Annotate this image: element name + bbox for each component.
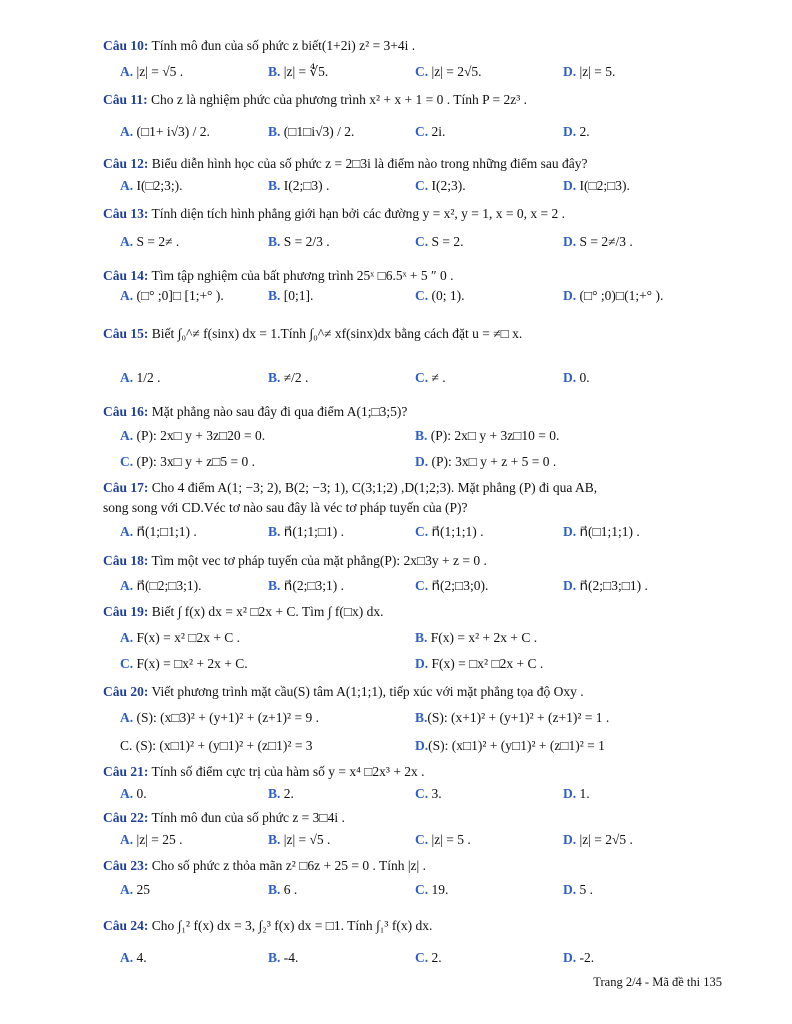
text-span: D. (563, 786, 577, 801)
answer-20-d (415, 738, 605, 754)
answer-17-b (268, 524, 344, 540)
text-span: B. (268, 786, 281, 801)
answer-21-d (563, 786, 590, 802)
text-span: D. (415, 738, 429, 753)
text-span: (P): 3x□ y + z + 5 = 0 . (428, 454, 557, 469)
text-span: song song với CD.Véc tơ nào sau đây là véc tơ pháp tuyến của (P)? (103, 500, 468, 515)
answer-15-a (120, 370, 161, 386)
answer-19-c (120, 656, 248, 672)
text-span: A. (120, 710, 134, 725)
text-span: Câu 12: (103, 156, 149, 171)
text-span: Câu 24: (103, 918, 149, 933)
text-span: |z| = 2√5. (428, 64, 482, 79)
text-span: (□° ;0)□(1;+° ). (576, 288, 664, 303)
answer-17-a (120, 524, 197, 540)
text-span: 1/2 . (133, 370, 161, 385)
text-span: n⃗(□1;1;1) . (576, 524, 640, 539)
text-span: D. (563, 234, 577, 249)
text-span: C. (415, 124, 429, 139)
answer-15-c (415, 370, 446, 386)
answer-21-b (268, 786, 294, 802)
answer-23-c (415, 882, 448, 898)
text-span: A. (120, 178, 134, 193)
text-span: |z| = 5 . (428, 832, 471, 847)
text-span: C. (415, 288, 429, 303)
text-span: Câu 21: (103, 764, 149, 779)
text-span: A. (120, 832, 134, 847)
text-span: B. (268, 578, 281, 593)
text-span: C. (415, 786, 429, 801)
question-12 (103, 156, 743, 172)
text-span: (P): 3x□ y + z□5 = 0 . (133, 454, 256, 469)
text-span: A. (120, 524, 134, 539)
text-span: D. (563, 288, 577, 303)
text-span: Tính mô đun của số phức z = 3□4i . (148, 810, 345, 825)
text-span: A. (120, 428, 134, 443)
text-span: D. (563, 178, 577, 193)
text-span: Câu 18: (103, 553, 149, 568)
text-span: Câu 14: (103, 268, 149, 283)
text-span: D. (563, 578, 577, 593)
text-span: |z| = 5. (576, 64, 616, 79)
text-span: n⃗(2;□3;□1) . (576, 578, 648, 593)
answer-20-a (120, 710, 319, 726)
text-span: |z| = √5 . (280, 832, 331, 847)
answer-24-b (268, 950, 298, 966)
answer-11-a (120, 124, 210, 140)
text-span: 2i. (428, 124, 446, 139)
answer-14-c (415, 288, 465, 304)
text-span: Cho z là nghiệm phức của phương trình x² + x + 1 = 0 . Tính P = 2z³ . (147, 92, 528, 107)
text-span: S = 2/3 . (280, 234, 330, 249)
text-span: Câu 13: (103, 206, 149, 221)
text-span: n⃗(2;□3;0). (428, 578, 489, 593)
text-span: C. (415, 234, 429, 249)
text-span: B. (268, 950, 281, 965)
answer-23-d (563, 882, 593, 898)
answer-20-c (120, 738, 313, 754)
text-span: B. (268, 524, 281, 539)
answer-12-d (563, 178, 630, 194)
text-span: C. (415, 832, 429, 847)
question-16 (103, 404, 743, 420)
text-span: F(x) = x² □2x + C . (133, 630, 241, 645)
text-span: S = 2. (428, 234, 464, 249)
answer-13-c (415, 234, 464, 250)
answer-16-b (415, 428, 559, 444)
text-span: A. (120, 370, 134, 385)
text-span: A. (120, 882, 134, 897)
text-span: D. (415, 454, 429, 469)
answer-21-a (120, 786, 147, 802)
text-span: (□1□i√3) / 2. (280, 124, 355, 139)
answer-24-a (120, 950, 147, 966)
text-span: 0. (133, 786, 147, 801)
answer-22-c (415, 832, 471, 848)
answer-15-b (268, 370, 308, 386)
answer-14-d (563, 288, 663, 304)
text-span: |z| = √5 . (133, 64, 184, 79)
answer-18-d (563, 578, 648, 594)
text-span: C. (415, 64, 429, 79)
text-span: D. (563, 882, 577, 897)
text-span: Mặt phẳng nào sau đây đi qua điểm A(1;□3;5)? (148, 404, 408, 419)
text-span: D. (415, 656, 429, 671)
question-18 (103, 553, 743, 569)
answer-11-d (563, 124, 590, 140)
text-span: D. (563, 124, 577, 139)
text-span: A. (120, 950, 134, 965)
text-span: n⃗(1;1;1) . (428, 524, 484, 539)
text-span: n⃗(□2;□3;1). (133, 578, 202, 593)
text-span: C. (120, 656, 134, 671)
question-11 (103, 92, 743, 108)
text-span: C. (120, 738, 133, 753)
text-span: A. (120, 234, 134, 249)
text-span: C. (415, 370, 429, 385)
answer-19-a (120, 630, 240, 646)
text-span: A. (120, 288, 134, 303)
question-17 (103, 480, 743, 496)
answer-14-b (268, 288, 313, 304)
text-span: -2. (576, 950, 595, 965)
page-footer: Trang 2/4 - Mã đề thi 135 (593, 975, 722, 989)
question-10 (103, 38, 743, 54)
answer-14-a (120, 288, 224, 304)
text-span: B. (268, 832, 281, 847)
question-17-line2 (103, 500, 743, 516)
text-span: Cho ∫₁² f(x) dx = 3, ∫₂³ f(x) dx = □1. Tính ∫₁³ f(x) dx. (148, 918, 433, 933)
text-span: Câu 16: (103, 404, 149, 419)
text-span: 19. (428, 882, 449, 897)
text-span: 2. (428, 950, 442, 965)
text-span: ≠/2 . (280, 370, 309, 385)
text-span: 2. (576, 124, 590, 139)
answer-18-c (415, 578, 488, 594)
text-span: (S): (x+1)² + (y+1)² + (z+1)² = 1 . (427, 710, 610, 725)
question-23 (103, 858, 743, 874)
text-span: 4. (133, 950, 147, 965)
text-span: |z| = 25 . (133, 832, 183, 847)
text-span: Câu 11: (103, 92, 148, 107)
answer-18-a (120, 578, 201, 594)
text-span: 3. (428, 786, 442, 801)
text-span: D. (563, 524, 577, 539)
text-span: B. (415, 428, 428, 443)
text-span: 6 . (280, 882, 298, 897)
text-span: A. (120, 630, 134, 645)
text-span: (□° ;0]□ [1;+° ). (133, 288, 224, 303)
text-span: F(x) = □x² □2x + C . (428, 656, 544, 671)
answer-13-b (268, 234, 330, 250)
answer-22-d (563, 832, 633, 848)
text-span: Biểu diễn hình học của số phức z = 2□3i là điểm nào trong những điểm sau đây? (148, 156, 588, 171)
text-span: B. (268, 882, 281, 897)
text-span: n⃗(1;1;□1) . (280, 524, 344, 539)
text-span: I(□2;□3). (576, 178, 630, 193)
text-span: B. (268, 124, 281, 139)
answer-22-b (268, 832, 330, 848)
text-span: Tính số điểm cực trị của hàm số y = x⁴ □2x³ + 2x . (148, 764, 425, 779)
text-span: S = 2≠/3 . (576, 234, 633, 249)
text-span: A. (120, 786, 134, 801)
text-span: Biết ∫ f(x) dx = x² □2x + C. Tìm ∫ f(□x) dx. (148, 604, 384, 619)
text-span: C. (415, 178, 429, 193)
text-span: ≠ . (428, 370, 446, 385)
answer-17-c (415, 524, 484, 540)
text-span: F(x) = □x² + 2x + C. (133, 656, 248, 671)
text-span: A. (120, 578, 134, 593)
text-span: C. (415, 524, 429, 539)
text-span: Câu 17: (103, 480, 149, 495)
answer-10-a (120, 64, 183, 80)
answer-16-a (120, 428, 265, 444)
text-span: Tìm tập nghiệm của bất phương trình 25ˣ □6.5ˣ + 5 ″ 0 . (148, 268, 454, 283)
text-span: n⃗(1;□1;1) . (133, 524, 197, 539)
answer-24-c (415, 950, 442, 966)
text-span: Tính diện tích hình phẳng giới hạn bởi các đường y = x², y = 1, x = 0, x = 2 . (148, 206, 565, 221)
answer-19-d (415, 656, 543, 672)
text-span: B. (415, 630, 428, 645)
answer-20-b (415, 710, 609, 726)
text-span: I(□2;3;). (133, 178, 183, 193)
text-span: Viết phương trình mặt cầu(S) tâm A(1;1;1), tiếp xúc với mặt phẳng tọa độ Oxy . (148, 684, 584, 699)
text-span: Tính mô đun của số phức z biết(1+2i) z² = 3+4i . (148, 38, 416, 53)
question-14 (103, 268, 743, 284)
text-span: B. (415, 710, 428, 725)
text-span: |z| = ∜5. (280, 64, 329, 79)
text-span: (0; 1). (428, 288, 465, 303)
text-span: F(x) = x² + 2x + C . (427, 630, 538, 645)
text-span: A. (120, 64, 134, 79)
text-span: Câu 23: (103, 858, 149, 873)
answer-10-b (268, 64, 328, 80)
answer-24-d (563, 950, 594, 966)
text-span: B. (268, 178, 281, 193)
answer-10-c (415, 64, 482, 80)
question-19 (103, 604, 743, 620)
answer-23-b (268, 882, 297, 898)
text-span: Câu 19: (103, 604, 149, 619)
text-span: I(2;3). (428, 178, 466, 193)
answer-10-d (563, 64, 615, 80)
answer-12-a (120, 178, 183, 194)
text-span: C. (415, 578, 429, 593)
text-span: [0;1]. (280, 288, 314, 303)
answer-22-a (120, 832, 183, 848)
question-13 (103, 206, 743, 222)
text-span: |z| = 2√5 . (576, 832, 633, 847)
text-span: D. (563, 64, 577, 79)
answer-23-a (120, 882, 150, 898)
text-span: 2. (280, 786, 294, 801)
text-span: (P): 2x□ y + 3z□20 = 0. (133, 428, 266, 443)
answer-19-b (415, 630, 537, 646)
answer-13-d (563, 234, 633, 250)
text-span: C. (415, 882, 429, 897)
text-span: (□1+ i√3) / 2. (133, 124, 210, 139)
question-21 (103, 764, 743, 780)
text-span: Biết ∫₀^≠ f(sinx) dx = 1.Tính ∫₀^≠ xf(sinx)dx bằng cách đặt u = ≠□ x. (148, 326, 523, 341)
text-span: B. (268, 234, 281, 249)
text-span: 0. (576, 370, 590, 385)
text-span: Câu 20: (103, 684, 149, 699)
answer-15-d (563, 370, 590, 386)
text-span: (S): (x□1)² + (y□1)² + (z□1)² = 1 (428, 738, 605, 753)
text-span: (P): 2x□ y + 3z□10 = 0. (427, 428, 560, 443)
answer-16-d (415, 454, 556, 470)
answer-11-c (415, 124, 445, 140)
text-span: (S): (x□1)² + (y□1)² + (z□1)² = 3 (132, 738, 313, 753)
answer-13-a (120, 234, 179, 250)
text-span: B. (268, 64, 281, 79)
text-span: Câu 22: (103, 810, 149, 825)
text-span: Câu 10: (103, 38, 149, 53)
text-span: 1. (576, 786, 590, 801)
answer-12-c (415, 178, 466, 194)
question-20 (103, 684, 743, 700)
text-span: (S): (x□3)² + (y+1)² + (z+1)² = 9 . (133, 710, 319, 725)
question-15 (103, 326, 743, 342)
text-span: -4. (280, 950, 299, 965)
text-span: I(2;□3) . (280, 178, 330, 193)
text-span: D. (563, 832, 577, 847)
text-span: D. (563, 950, 577, 965)
text-span: B. (268, 370, 281, 385)
question-24 (103, 918, 743, 934)
text-span: Câu 15: (103, 326, 149, 341)
text-span: C. (120, 454, 134, 469)
answer-17-d (563, 524, 640, 540)
answer-18-b (268, 578, 344, 594)
text-span: n⃗(2;□3;1) . (280, 578, 344, 593)
text-span: B. (268, 288, 281, 303)
text-span: Cho 4 điểm A(1; −3; 2), B(2; −3; 1), C(3;1;2) ,D(1;2;3). Mặt phẳng (P) đi qua AB, (148, 480, 598, 495)
text-span: C. (415, 950, 429, 965)
text-span: 5 . (576, 882, 593, 897)
answer-11-b (268, 124, 354, 140)
text-span: Cho số phức z thỏa mãn z² □6z + 25 = 0 . Tính |z| . (148, 858, 426, 873)
answer-12-b (268, 178, 329, 194)
text-span: A. (120, 124, 134, 139)
question-22 (103, 810, 743, 826)
text-span: Tìm một vec tơ pháp tuyến của mặt phẳng(P): 2x□3y + z = 0 . (148, 553, 487, 568)
text-span: D. (563, 370, 577, 385)
answer-21-c (415, 786, 442, 802)
text-span: 25 (133, 882, 150, 897)
text-span: S = 2≠ . (133, 234, 180, 249)
answer-16-c (120, 454, 255, 470)
